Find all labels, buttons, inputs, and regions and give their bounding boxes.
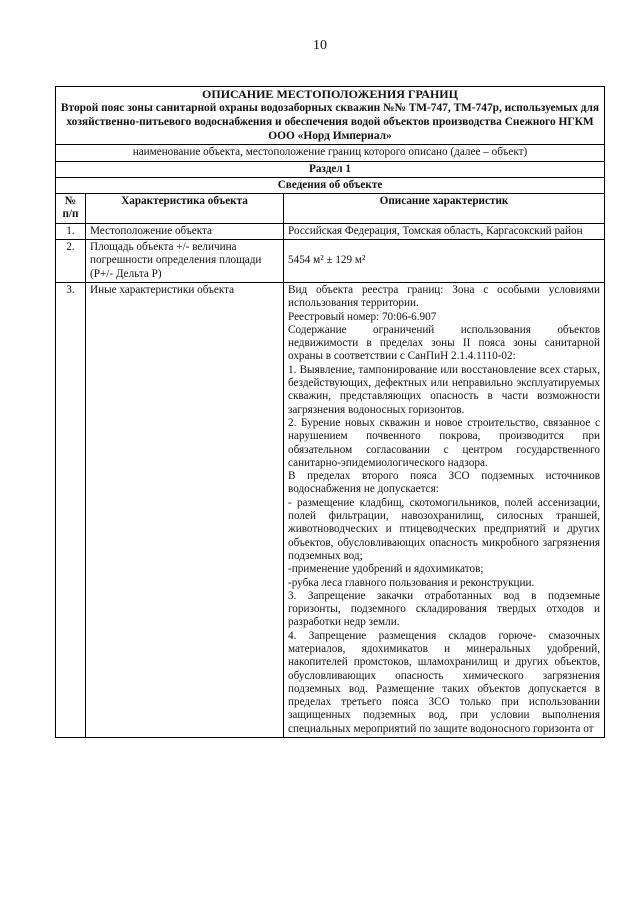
description-paragraph: В пределах второго пояса ЗСО подземных источников водоснабжения не допускается: <box>288 470 600 496</box>
section-title: Сведения об объекте <box>56 177 605 193</box>
table-row <box>56 223 605 239</box>
object-note: наименование объекта, местоположение границ которого описано (далее – объект) <box>56 145 605 161</box>
row-characteristic: Местоположение объекта <box>86 223 284 239</box>
page-number: 10 <box>313 38 327 53</box>
description-paragraph: 2. Бурение новых скважин и новое строительство, связанное с нарушением почвенного покрова, производится при обязательном согласовании с центром государственного санитарно-эпидемиологического надзора. <box>288 416 600 469</box>
section-label: Раздел 1 <box>56 161 605 177</box>
column-header-characteristic: Характеристика объекта <box>86 194 284 224</box>
description-paragraph: - размещение кладбищ, скотомогильников, полей ассенизации, полей фильтрации, навозохранилищ, силосных траншей, животноводческих и птицеводческих предприятий и других объектов, обусловливающих опасность микробного загрязнения подземных вод; <box>288 496 600 562</box>
description-paragraph: 1. Выявление, тампонирование или восстановление всех старых, бездействующих, дефектных или неправильно эксплуатируемых скважин, представляющих опасность в части возможности загрязнения водоносных горизонтов. <box>288 363 600 416</box>
description-paragraph: Вид объекта реестра границ: Зона с особыми условиями использования территории. <box>288 283 600 310</box>
boundary-description-table <box>55 86 605 738</box>
description-paragraph: -применение удобрений и ядохимикатов; <box>288 563 484 576</box>
row-characteristic: Площадь объекта +/- величина погрешности определения площади (Р+/- Дельта Р) <box>86 240 284 283</box>
description-paragraph: Содержание ограничений использования объектов недвижимости в пределах зоны II пояса зоны санитарной охраны в соответствии с СанПиН 2.1.4.1110-02: <box>288 323 600 363</box>
description-paragraph: -рубка леса главного пользования и реконструкции. <box>288 576 535 589</box>
row-description <box>284 282 605 737</box>
table-row <box>56 240 605 283</box>
description-paragraph: Реестровый номер: 70:06-6.907 <box>288 310 437 323</box>
document-subtitle: Второй пояс зоны санитарной охраны водозаборных скважин №№ ТМ-747, ТМ-747р, используемых для хозяйственно-питьевого водоснабжения и обеспечения водой объектов производства Снежного НГКМ ООО «Норд Империал» <box>60 102 600 143</box>
table-row <box>56 282 605 737</box>
document-title: ОПИСАНИЕ МЕСТОПОЛОЖЕНИЯ ГРАНИЦ <box>202 87 458 101</box>
table-header-row <box>56 194 605 224</box>
row-characteristic: Иные характеристики объекта <box>86 282 284 737</box>
description-paragraph: 3. Запрещение закачки отработанных вод в подземные горизонты, подземного складирования твердых отходов и разработки недр земли. <box>288 589 600 629</box>
document-title-cell <box>56 87 605 145</box>
row-num: 2. <box>56 240 86 283</box>
row-description: Российская Федерация, Томская область, Каргасокский район <box>284 223 605 239</box>
column-header-description: Описание характеристик <box>284 194 605 224</box>
row-description: 5454 м² ± 129 м² <box>284 240 605 283</box>
description-paragraph: 4. Запрещение размещения складов горюче- смазочных материалов, ядохимикатов и минеральных удобрений, накопителей промстоков, шламохранилищ и других объектов, обусловливающих опасность химического загрязнения подземных вод. Размещение таких объектов допускается в пределах третьего пояса ЗСО только при использовании защищенных подземных вод, при условии выполнения специальных мероприятий по защите водоносного горизонта от <box>288 629 600 735</box>
row-num: 1. <box>56 223 86 239</box>
column-header-num: № п/п <box>56 194 86 224</box>
row-num: 3. <box>56 282 86 737</box>
